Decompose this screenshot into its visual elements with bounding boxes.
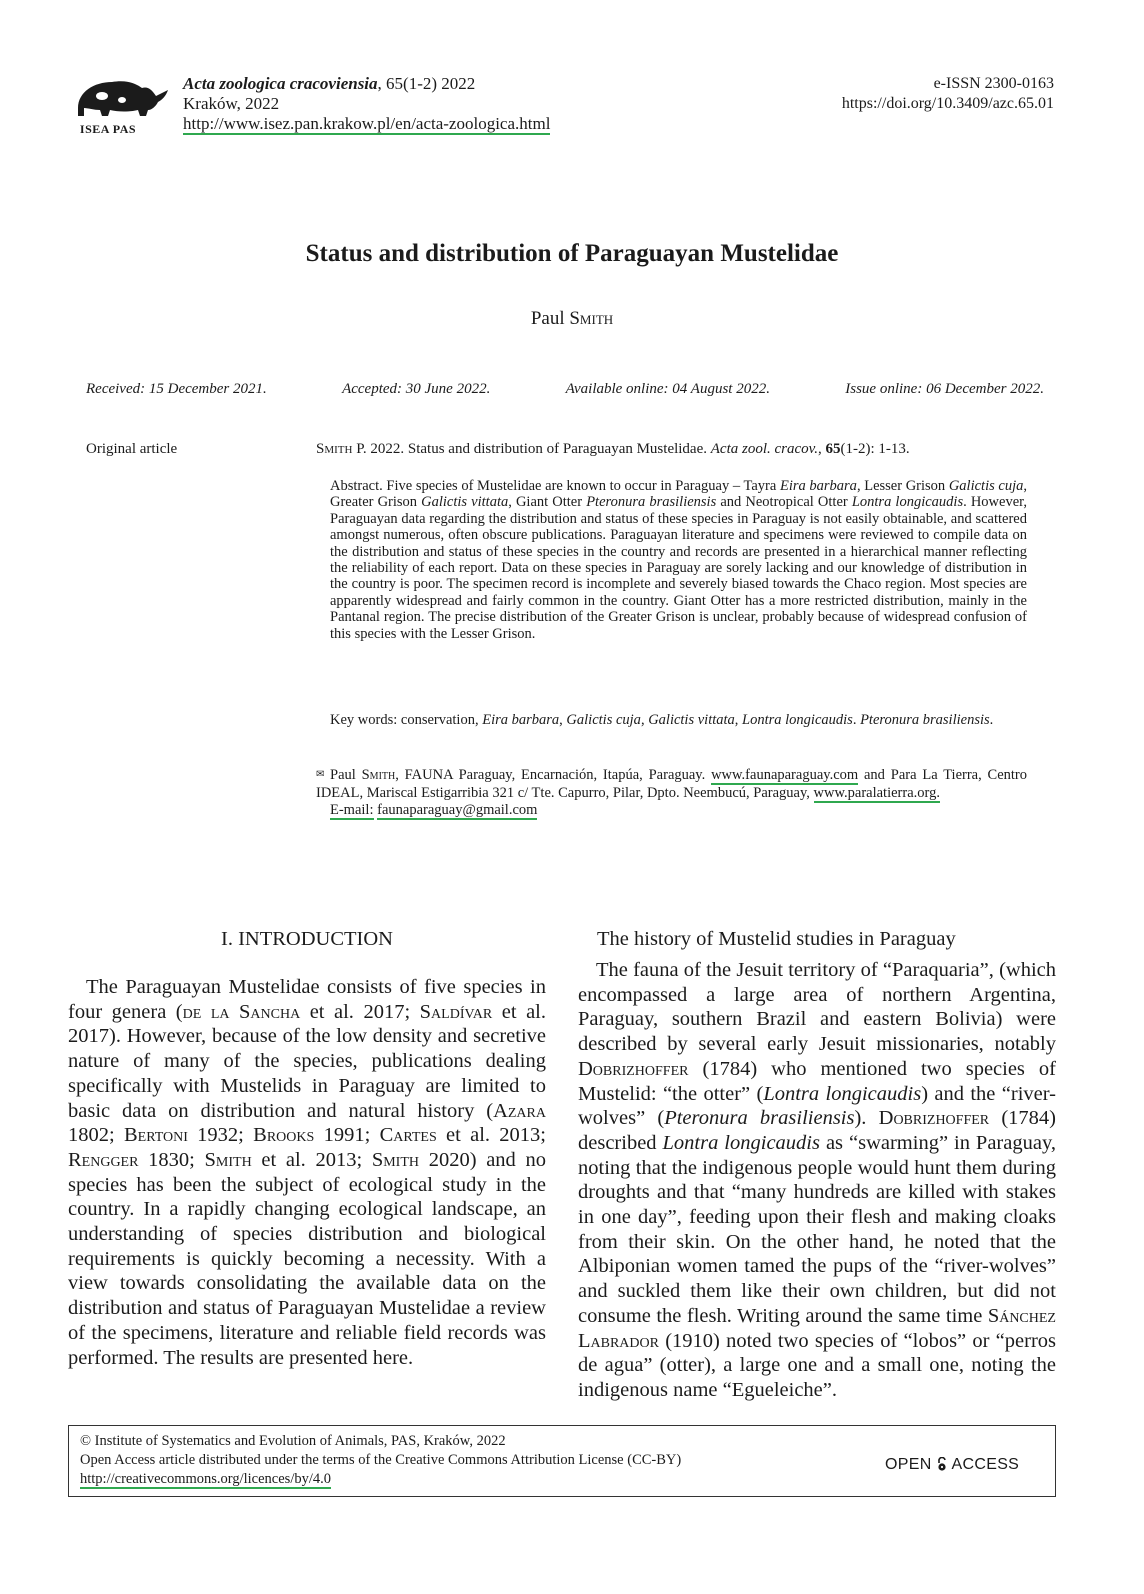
license-text [80, 1432, 681, 1489]
text: et al. 2017). However, because of the low density and secretive nature of many of the species, publications dealing specifically with Mustelids in Paraguay are limited to basic data on distribution and natural history ( [68, 1000, 546, 1122]
species-name: Eira barbara [779, 478, 857, 494]
ref-author: Rengger [68, 1148, 139, 1171]
text: The fauna of the Jesuit territory of “Paraquaria”, (which encompassed a large area of northern Argentina, Paraguay, southern Brazil and eastern Bolivia) were described by several early Jesuit missionaries, notably [578, 959, 1056, 1056]
ref-author: Azara [493, 1099, 546, 1122]
text: 1932; [187, 1124, 254, 1147]
citation-volume: 65 [825, 441, 841, 457]
abstract [330, 478, 1027, 642]
species-name: Pteronura brasiliensis [586, 494, 717, 511]
text: 1802; [68, 1124, 124, 1147]
abstract-label: Abstract. [330, 478, 383, 494]
species-name: Galictis vittata [421, 494, 509, 511]
keywords: Key words: conservation, Eira barbara, Galictis cuja, Galictis vittata, Lontra longicaudis. Pteronura brasiliensis. [330, 712, 994, 728]
oa-access: ACCESS [951, 1456, 1020, 1473]
license-statement: Open Access article distributed under the terms of the Creative Commons Attribution License (CC-BY) [80, 1452, 682, 1468]
journal-volume: , 65(1-2) 2022 [377, 74, 476, 93]
article-title: Status and distribution of Paraguayan Mustelidae [305, 240, 839, 267]
journal-url-link[interactable]: http://www.isez.pan.krakow.pl/en/acta-zoologica.html [183, 114, 551, 133]
species-name: Pteronura brasiliensis [664, 1107, 855, 1130]
place-year: Kraków, 2022 [183, 94, 280, 113]
affil-name-last: Smith [361, 767, 396, 783]
keywords-end: . [989, 712, 994, 728]
citation-journal: Acta zool. cracov. [710, 441, 818, 457]
citation [316, 441, 910, 458]
abstract-text: , Greater Grison [330, 478, 1027, 511]
logo-label: ISEA PAS [79, 122, 137, 136]
keyword: Lontra longicaudis [742, 712, 853, 728]
ref-author: Cartes [379, 1124, 437, 1147]
accepted-date: Accepted: 30 June 2022. [342, 381, 491, 397]
text: ) and the “river-wolves” ( [578, 1082, 1056, 1130]
history-heading: The history of Mustelid studies in Paraguay [597, 928, 956, 950]
text: 1991; [314, 1124, 380, 1147]
intro-paragraph [68, 975, 546, 1370]
ref-author: Sánchez Labrador [578, 1304, 1056, 1352]
affil-text: and Para La Tierra, Centro IDEAL, Mariscal Estigarribia 321 c/ Tte. Capurro, Pilar, Dpto. Neembucú, Paraguay, [316, 767, 1028, 801]
eissn: e-ISSN 2300-0163 [933, 75, 1054, 92]
abstract-text: and Neotropical Otter [716, 494, 852, 511]
text: (1910) noted two species of “lobos” or “perros de agua” (otter), a large one and a small one, noting the indigenous name “Egueleiche”. [578, 1329, 1056, 1401]
envelope-icon: ✉ [316, 769, 325, 780]
text: ). [854, 1107, 879, 1130]
isea-logo [72, 70, 172, 140]
abstract-text: Five species of Mustelidae are known to occur in Paraguay – Tayra [382, 478, 780, 494]
ref-author: Smith [204, 1148, 252, 1171]
ref-author: Dobrizhoffer [578, 1057, 689, 1080]
keyword: Galictis vittata [648, 712, 735, 728]
text: 1830; [138, 1148, 205, 1171]
open-access-badge [885, 1456, 1019, 1474]
issue-date: Issue online: 06 December 2022. [845, 381, 1044, 397]
text: The Paraguayan Mustelidae consists of five species in four genera ( [68, 976, 546, 1023]
intro-heading: I. INTRODUCTION [221, 928, 393, 950]
ref-author: Smith [371, 1148, 420, 1171]
affil-name-first: Paul [330, 767, 362, 783]
received-date: Received: 15 December 2021. [86, 381, 267, 397]
abstract-text: , Giant Otter [508, 494, 587, 511]
email-link[interactable]: faunaparaguay@gmail.com [377, 802, 538, 818]
abstract-text: , Lesser Grison [856, 478, 949, 494]
affil-text: , FAUNA Paraguay, Encarnación, Itapúa, Paraguay. [395, 767, 712, 783]
copyright: © Institute of Systematics and Evolution of Animals, PAS, Kraków, 2022 [80, 1433, 506, 1449]
text: (1784) who mentioned two species of Mustelid: “the otter” ( [578, 1057, 1056, 1105]
email-label: E-mail: [330, 802, 374, 818]
text: (1784) described [578, 1107, 1056, 1154]
fauna-paraguay-link[interactable]: www.faunaparaguay.com [711, 767, 859, 783]
ref-author: de la Sancha [182, 1000, 301, 1023]
species-name: Lontra longicaudis [662, 1131, 820, 1154]
article-type: Original article [86, 441, 178, 457]
citation-sep: , [817, 441, 826, 457]
affiliation [316, 767, 1027, 820]
text: et al. 2017; [300, 1000, 420, 1023]
species-name: Lontra longicaudis [763, 1082, 922, 1105]
article-dates [86, 381, 1044, 398]
license-url-link[interactable]: http://creativecommons.org/licences/by/4.0 [80, 1471, 332, 1487]
keyword: Eira barbara [482, 712, 560, 728]
journal-info [183, 74, 550, 134]
ref-author: Saldívar [419, 1000, 493, 1023]
author-first: Paul [530, 308, 565, 329]
author-name [0, 308, 1144, 330]
ref-author: Dobrizhoffer [878, 1107, 990, 1130]
open-lock-icon [936, 1457, 948, 1471]
available-date: Available online: 04 August 2022. [565, 381, 770, 397]
doi-link[interactable]: https://doi.org/10.3409/azc.65.01 [841, 95, 1054, 112]
species-name: Lontra longicaudis [851, 494, 964, 511]
author-last: Smith [569, 308, 614, 329]
history-paragraph [578, 958, 1056, 1403]
keyword: Galictis cuja [566, 712, 641, 728]
para-la-tierra-link[interactable]: www.paralatierra.org. [813, 784, 940, 801]
keywords-label: Key words: conservation, [330, 712, 483, 728]
text: as “swarming” in Paraguay, noting that the indigenous people would hunt them during droughts and that “many hundreds are killed with stakes in one day”, feeding upon their flesh and making cloaks from their skin. On the other hand, he noted that the Albiponian women tamed the pups of the “river-wolves” and suckled them like their own children, but did not consume the flesh. Writing around the same time [578, 1131, 1056, 1327]
text: et al. 2013; [251, 1148, 372, 1171]
citation-pages: (1-2): 1-13. [840, 441, 910, 457]
journal-name: Acta zoologica cracoviensia [183, 74, 378, 93]
issn-info [842, 74, 1054, 114]
citation-text: P. 2022. Status and distribution of Paraguayan Mustelidae. [352, 441, 711, 457]
oa-open: OPEN [885, 1456, 932, 1473]
keyword: Pteronura brasiliensis [860, 712, 990, 728]
abstract-text: . However, Paraguayan data regarding the distribution and status of these species in Paraguay is not easily obtainable, and scattered amongst numerous, often obscure publications. Paraguayan literature and specimens were reviewed to compile data on the distribution and status of these species in the country and records are presented in a hierarchical manner reflecting the reliability of each report. Data on these species in Paraguay are sorely lacking and our knowledge of distribution in the country is poor. The specimen record is incomplete and severely biased towards the Chaco region. Most species are apparently widespread and fairly common in the country. Giant Otter has a more restricted distribution, mainly in the Pantanal region. The precise distribution of the Greater Grison is unclear, probably because of widespread confusion of this species with the Lesser Grison. [330, 494, 1028, 642]
ref-author: Brooks [253, 1124, 315, 1147]
ref-author: Bertoni [123, 1124, 188, 1147]
species-name: Galictis cuja [948, 478, 1024, 494]
citation-author: Smith [316, 441, 353, 457]
text: et al. 2013; [436, 1124, 546, 1147]
text: 2020) and no species has been the subject of ecological study in the country. In a rapidly changing ecological landscape, an understanding of species distribution and biological requirements is quickly becoming a necessity. With a view towards consolidating the available data on the distribution and status of Paraguayan Mustelidae a review of the specimens, literature and reliable field records was performed. The results are presented here. [68, 1148, 546, 1369]
journal-citation-line [183, 74, 550, 94]
